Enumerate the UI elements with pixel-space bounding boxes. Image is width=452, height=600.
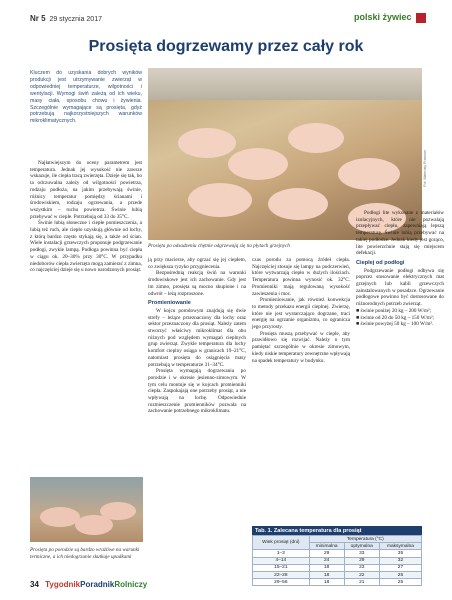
table-cell: 18 (309, 571, 344, 578)
pen-background (148, 68, 422, 100)
table-cell: 27 (379, 564, 421, 571)
table-header: maksymalna (379, 543, 421, 550)
table-cell: 18 (309, 579, 344, 586)
table-header: Temperatura (°C) (309, 536, 421, 543)
paragraph: W kojcu porodowym znajdują się dwie strefy – leżące przeznaczony dla lochy oraz sektor przeznaczony dla prosiąt. Należy zatem stworzyć właściwy mikroklimat dla obu różnych pod względem wymagań cieplnych grup zwierząt. Zwykle temperatura dla lochy komfort cieplny osiąga w granicach 19–21°C, natomiast prosięta do osiągnięcia masy potrzebują w temperaturze 31–34°C. (148, 307, 246, 368)
table-row (253, 550, 422, 557)
paragraph: Prosięta muszą przebywać w cieple, aby prawidłowo się rozwijać. Należy o tym pamiętać szczególnie w okresie zimowym, kiedy niskie temperatury zewnętrzne wpływają na spadek temperatury w budynku. (252, 330, 350, 364)
table-cell: 35 (379, 550, 421, 557)
newborn-piglets-photo (30, 477, 143, 542)
table-header: minimalna (309, 543, 344, 550)
piglet-shape (338, 158, 400, 190)
paragraph: ją przy macierze, aby ogrzać się jej ciepłem, co zwiększa ryzyko przygniecenia. (148, 257, 246, 270)
page-header (0, 0, 452, 30)
bullet-item: ■ świnie powyżej 50 kg – 100 W/m². (356, 321, 434, 328)
article-title: Prosięta dogrzewamy przez cały rok (88, 38, 364, 55)
temperature-table (252, 526, 422, 586)
table-cell: 29–56 (253, 579, 310, 586)
article-column-2 (148, 257, 246, 415)
section-label (354, 12, 426, 23)
table-cell: 25 (379, 579, 421, 586)
paragraph: Prosięta wymagają dogrzewania po porodzie i w okresie jesienno-zimowym. W tym celu montuje się w kojcach promienniki ciepła. Zaspokajają one potrzeby prosiąt, a nie wpływają na lochę. Odpowiednie rozmieszczenie promienników pozwala na zachowanie potrzebnego mikroklimatu. (148, 368, 246, 415)
table-header: Wiek prosiąt (dni) (253, 536, 310, 550)
issue-info (30, 14, 102, 23)
piglet-shape (188, 183, 252, 217)
brand-part: Tygodnik (45, 580, 81, 589)
table-cell: 29 (344, 557, 379, 564)
subheading: Promieniowanie (148, 300, 191, 307)
article-column-3 (252, 257, 350, 364)
photo-credit: Fot. Materiały Prasowe (423, 150, 427, 187)
paragraph: Promieniowanie, jak również konwekcja to metody przekazu energii cieplnej. Zwierzę, które nie jest wystarczająco dogrzane, traci energię na ogrzanie organizmu, co ogranicza jego przyrosty. (252, 297, 350, 331)
piglet-shape (228, 148, 288, 180)
table-cell: 24 (309, 557, 344, 564)
table-row (253, 564, 422, 571)
article-column-1 (30, 160, 142, 274)
table-cell: 32 (379, 557, 421, 564)
paragraph: Świnie lubią słoneczne i ciepłe pomieszczenia, a lubią też ruch, ale ciepło uzyskują głównie od lochy, z którą bardzo często stykają się, a także od ścian. Wiele instalacji grzewczych proponuje podgrzewanie podłogi, zwykle lampą. Podłoga powinna być ciepła w ciągu ok. 20–30% przy 30°C. W przypadku niedoborów ciepła zwierzęta mogą zamierać z zimna, co najczęściej dzieje się u nowo narodzonych prosiąt. (30, 220, 142, 274)
paragraph: Podłogi lite wykonane z materiałów izolacyjnych, które nie pozwalają przepływać ciepłu, zapewniają lepszą temperaturę. Świnie lubią przebywać na takiej podłodze. Jednak kiedy jest gorąco, lite powierzchnie stają się miejscem defekacji. (356, 210, 444, 257)
subheading: Cieplej od podłogi (356, 259, 405, 266)
issue-date: 29 stycznia 2017 (49, 16, 102, 23)
section-logo-icon (416, 13, 426, 23)
table-title: Tab. 1. Zalecana temperatura dla prosiąt (252, 526, 422, 535)
table (252, 535, 422, 586)
article-column-4 (356, 210, 444, 328)
piglet-shape (268, 188, 328, 220)
table-cell: 1–3 (253, 550, 310, 557)
paragraph: Podgrzewanie podłogi odbywa się poprzez stosowanie elektrycznych mat grzejnych lub kabli grzewczych zainstalowanych w posadzce. Ogrzewanie podłogowe powinno być dostosowane do różnorodnych potrzeb zwierząt. (356, 267, 444, 308)
paragraph: Najłatwiejszym do oceny parametrem jest temperatura. Jednak jej wysokość nie zawsze wskazuje, ile ciepła tracą zwierzęta. Dzieje się tak, bo ta odczuwalna zależy od wilgotności powietrza, rodzaju podłoża, na jakim przebywają świnie, różnicy temperatur pomiędzy ścianami i środowiskiem, rodzaju ogrzewania, a przede wszystkim – ruchu powietrza. Świnie lubią przebywać w cieple. Potrzebują od 33 do 35°C. (30, 160, 142, 220)
article-lead: Kluczem do uzyskania dobrych wyników produkcji jest utrzymywanie zwierząt w odpowiedniej temperaturze, wilgotności i wentylacji. Wymogi świń zależą od ich wieku, masy ciała, sposobu chowu i żywienia. Szczególnie wymagające są prosięta, gdyż potrzebują najkorzystniejszych warunków mikroklimatycznych. (30, 70, 142, 125)
table-cell: 22–28 (253, 571, 310, 578)
piglet-shape (40, 507, 80, 527)
table-row (253, 557, 422, 564)
paragraph: czas porodu za pomocą źródeł ciepła. Najczęściej stosuje się lampy na podczerwień, które wytwarzają ciepło w dużych ilościach. Temperatura powinna wynosić ok. 32°C. Promienniki mają regulowaną wysokość zawieszenia i moc. (252, 257, 350, 297)
table-cell: 18 (309, 564, 344, 571)
bullet-item: ■ świnie od 20 do 50 kg – 150 W/m²; (356, 314, 434, 321)
issue-number: Nr 5 (30, 14, 46, 23)
table-cell: 4–14 (253, 557, 310, 564)
table-cell: 33 (344, 550, 379, 557)
page-footer (30, 580, 147, 589)
table-cell: 25 (379, 571, 421, 578)
piglet-shape (178, 128, 236, 158)
bullet-item: ■ świnie poniżej 20 kg – 200 W/m²; (356, 307, 432, 314)
small-photo-caption: Prosięta po porodzie są bardzo wrażliwe na warunki termiczne, a ich niedogrzanie skutkuje upadkami (30, 547, 140, 560)
table-cell: 22 (344, 571, 379, 578)
table-cell: 23 (344, 564, 379, 571)
table-cell: 15–21 (253, 564, 310, 571)
piglet-shape (288, 123, 344, 153)
table-row (253, 571, 422, 578)
piglet-shape (100, 502, 136, 520)
page-number: 34 (30, 580, 39, 589)
brand-part: Rolniczy (114, 580, 148, 589)
main-photo-caption: Prosięta po odsadzeniu chętnie odgrzewają się na płytach grzejnych (148, 243, 290, 249)
table-header: optymalna (344, 543, 379, 550)
table-cell: 29 (309, 550, 344, 557)
table-row (253, 579, 422, 586)
table-cell: 21 (344, 579, 379, 586)
paragraph: Bezpośrednią reakcją świń na warunki środowiskowe jest ich zachowanie. Gdy jest im zimno, prosięta są mocno skupione i na odwrót – leżą rozproszone. (148, 270, 246, 297)
section-name: polski żywiec (353, 12, 412, 22)
brand-part: Poradnik (80, 580, 115, 589)
